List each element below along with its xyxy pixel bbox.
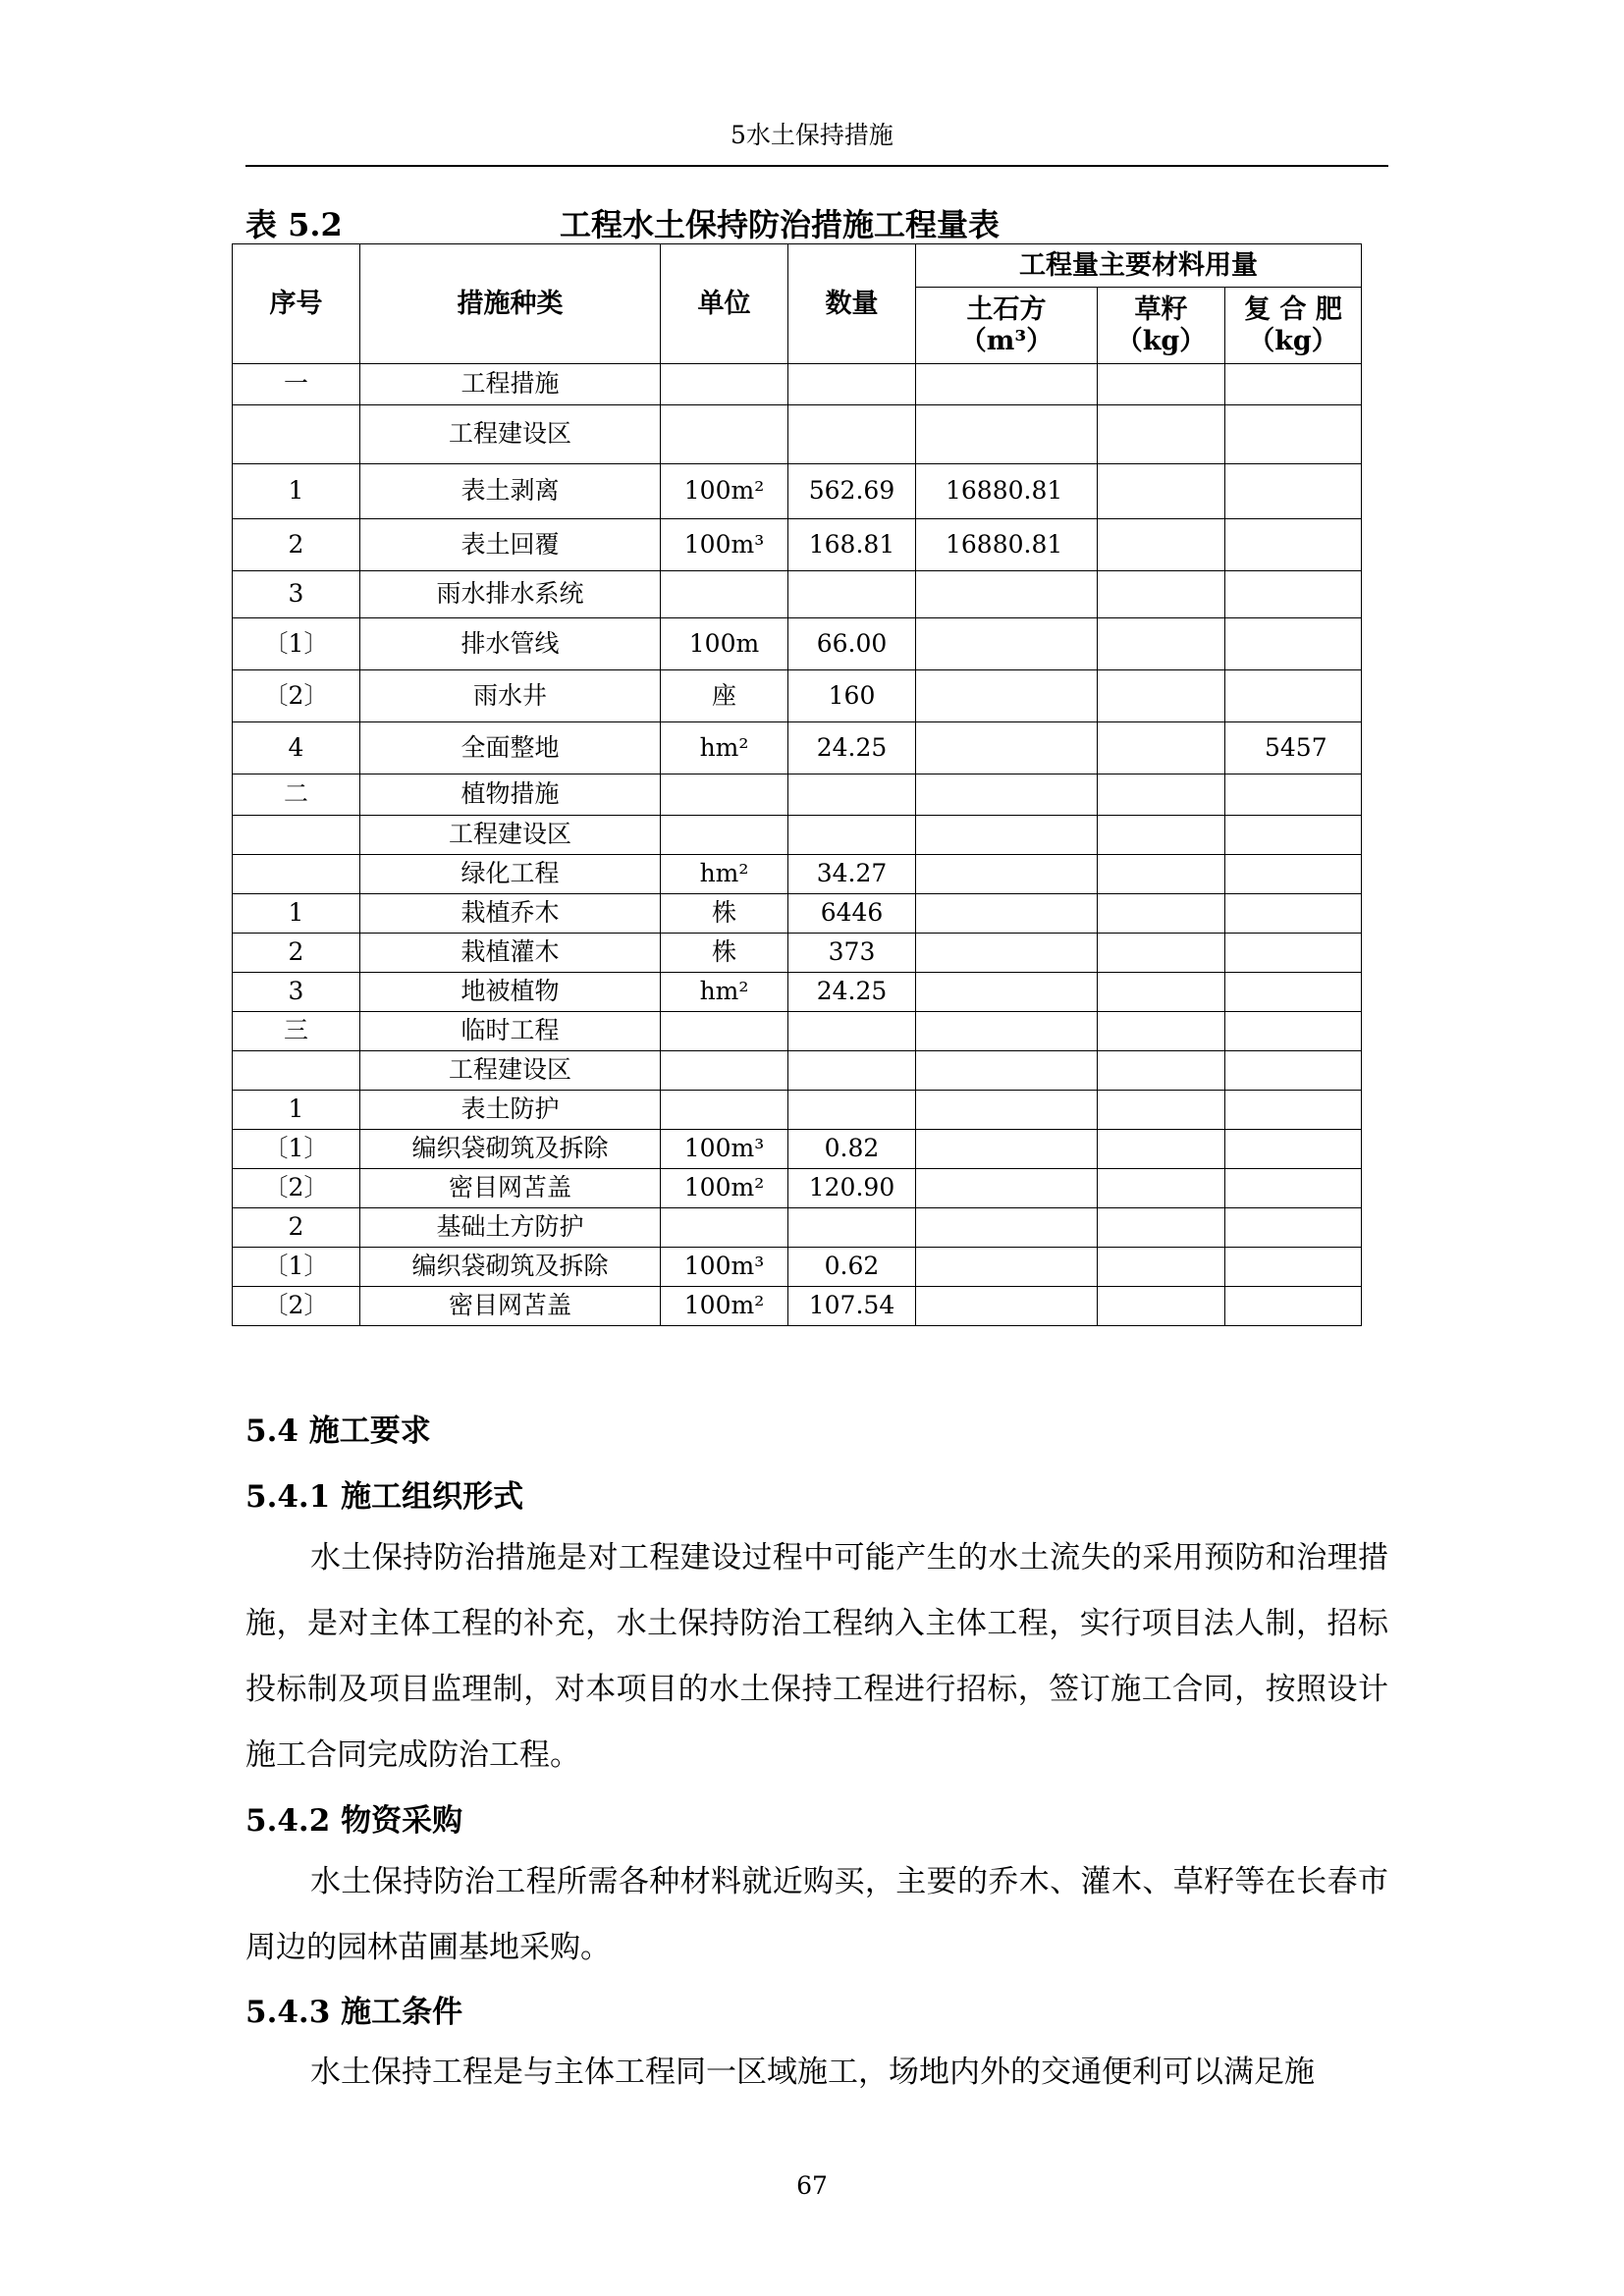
cell-qty: 0.62 bbox=[788, 1248, 916, 1287]
cell-fert bbox=[1225, 1248, 1362, 1287]
table-row bbox=[233, 571, 1362, 618]
cell-qty: 168.81 bbox=[788, 519, 916, 571]
cell-seed bbox=[1098, 934, 1225, 973]
cell-seq bbox=[233, 405, 360, 464]
cell-seed bbox=[1098, 855, 1225, 894]
cell-fert bbox=[1225, 618, 1362, 670]
table-title: 工程水土保持防治措施工程量表 bbox=[560, 206, 1001, 243]
cell-type: 编织袋砌筑及拆除 bbox=[360, 1130, 661, 1169]
cell-seed bbox=[1098, 1012, 1225, 1051]
cell-earth bbox=[916, 670, 1098, 722]
cell-earth bbox=[916, 722, 1098, 774]
cell-unit bbox=[661, 1051, 788, 1091]
cell-seq: 二 bbox=[233, 774, 360, 816]
cell-seq: 4 bbox=[233, 722, 360, 774]
table-row bbox=[233, 1287, 1362, 1326]
cell-seed bbox=[1098, 1091, 1225, 1130]
table-row bbox=[233, 1091, 1362, 1130]
cell-earth bbox=[916, 774, 1098, 816]
table-row bbox=[233, 364, 1362, 405]
cell-type: 工程建设区 bbox=[360, 1051, 661, 1091]
table-body bbox=[233, 364, 1362, 1326]
table-caption bbox=[245, 200, 1388, 245]
cell-fert bbox=[1225, 464, 1362, 519]
cell-seed bbox=[1098, 1208, 1225, 1248]
cell-type: 雨水排水系统 bbox=[360, 571, 661, 618]
cell-type: 基础土方防护 bbox=[360, 1208, 661, 1248]
cell-earth bbox=[916, 1130, 1098, 1169]
cell-seq: 1 bbox=[233, 894, 360, 934]
cell-type: 栽植乔木 bbox=[360, 894, 661, 934]
cell-seq: 2 bbox=[233, 934, 360, 973]
cell-qty bbox=[788, 364, 916, 405]
cell-qty: 107.54 bbox=[788, 1287, 916, 1326]
cell-fert bbox=[1225, 571, 1362, 618]
cell-qty bbox=[788, 774, 916, 816]
cell-earth bbox=[916, 1091, 1098, 1130]
cell-type: 全面整地 bbox=[360, 722, 661, 774]
cell-type: 绿化工程 bbox=[360, 855, 661, 894]
cell-unit bbox=[661, 364, 788, 405]
cell-type: 密目网苫盖 bbox=[360, 1287, 661, 1326]
cell-fert bbox=[1225, 670, 1362, 722]
table-row bbox=[233, 855, 1362, 894]
cell-qty: 160 bbox=[788, 670, 916, 722]
cell-fert bbox=[1225, 1051, 1362, 1091]
section-heading-5-4: 5.4 施工要求 bbox=[245, 1414, 431, 1449]
cell-earth bbox=[916, 973, 1098, 1012]
cell-seed bbox=[1098, 1051, 1225, 1091]
cell-fert bbox=[1225, 934, 1362, 973]
cell-unit: 座 bbox=[661, 670, 788, 722]
cell-seed bbox=[1098, 1169, 1225, 1208]
cell-fert: 5457 bbox=[1225, 722, 1362, 774]
cell-unit bbox=[661, 405, 788, 464]
fert-label: 复 合 肥 bbox=[1244, 294, 1342, 326]
cell-qty bbox=[788, 1012, 916, 1051]
col-header-unit: 单位 bbox=[661, 244, 788, 364]
table-number: 表 5.2 bbox=[245, 206, 343, 243]
cell-earth: 16880.81 bbox=[916, 519, 1098, 571]
table-row bbox=[233, 722, 1362, 774]
cell-type: 工程建设区 bbox=[360, 816, 661, 855]
cell-seed bbox=[1098, 1248, 1225, 1287]
cell-type: 栽植灌木 bbox=[360, 934, 661, 973]
seed-label: 草籽 bbox=[1134, 294, 1188, 326]
cell-earth bbox=[916, 1208, 1098, 1248]
cell-seq: 3 bbox=[233, 571, 360, 618]
cell-type: 表土防护 bbox=[360, 1091, 661, 1130]
cell-unit bbox=[661, 571, 788, 618]
cell-qty bbox=[788, 405, 916, 464]
cell-type: 地被植物 bbox=[360, 973, 661, 1012]
cell-qty: 0.82 bbox=[788, 1130, 916, 1169]
cell-fert bbox=[1225, 1208, 1362, 1248]
running-header: 5水土保持措施 bbox=[731, 121, 893, 149]
cell-qty: 373 bbox=[788, 934, 916, 973]
cell-seq: 2 bbox=[233, 1208, 360, 1248]
cell-fert bbox=[1225, 816, 1362, 855]
cell-earth bbox=[916, 894, 1098, 934]
table-row bbox=[233, 1130, 1362, 1169]
cell-qty: 66.00 bbox=[788, 618, 916, 670]
cell-type: 雨水井 bbox=[360, 670, 661, 722]
cell-qty bbox=[788, 1208, 916, 1248]
col-header-fert bbox=[1225, 288, 1362, 364]
cell-qty bbox=[788, 571, 916, 618]
col-header-earth bbox=[916, 288, 1098, 364]
cell-unit: 100m bbox=[661, 618, 788, 670]
cell-earth bbox=[916, 405, 1098, 464]
table-row bbox=[233, 1208, 1362, 1248]
paragraph-5-4-2: 水土保持防治工程所需各种材料就近购买，主要的乔木、灌木、草籽等在长春市周边的园林苗圃基地采购。 bbox=[245, 1864, 1388, 1965]
cell-seed bbox=[1098, 1130, 1225, 1169]
cell-fert bbox=[1225, 973, 1362, 1012]
table-row bbox=[233, 464, 1362, 519]
cell-qty: 120.90 bbox=[788, 1169, 916, 1208]
table-row bbox=[233, 618, 1362, 670]
cell-seq: 〔1〕 bbox=[233, 1130, 360, 1169]
paragraph-5-4-1: 水土保持防治措施是对工程建设过程中可能产生的水土流失的采用预防和治理措施，是对主体工程的补充，水土保持防治工程纳入主体工程，实行项目法人制，招标投标制及项目监理制，对本项目的水土保持工程进行招标，签订施工合同，按照设计施工合同完成防治工程。 bbox=[245, 1540, 1388, 1773]
table-row bbox=[233, 1248, 1362, 1287]
cell-fert bbox=[1225, 1287, 1362, 1326]
cell-earth bbox=[916, 1012, 1098, 1051]
cell-qty: 6446 bbox=[788, 894, 916, 934]
table-row bbox=[233, 894, 1362, 934]
cell-unit bbox=[661, 816, 788, 855]
section-heading-5-4-1: 5.4.1 施工组织形式 bbox=[245, 1479, 524, 1515]
cell-seed bbox=[1098, 670, 1225, 722]
paragraph-5-4-3: 水土保持工程是与主体工程同一区域施工，场地内外的交通便利可以满足施 bbox=[310, 2055, 1315, 2090]
cell-earth bbox=[916, 855, 1098, 894]
cell-seq: 2 bbox=[233, 519, 360, 571]
cell-unit: 100m³ bbox=[661, 519, 788, 571]
cell-seq: 〔1〕 bbox=[233, 1248, 360, 1287]
cell-seed bbox=[1098, 894, 1225, 934]
cell-seq bbox=[233, 855, 360, 894]
col-header-seq: 序号 bbox=[233, 244, 360, 364]
cell-qty: 562.69 bbox=[788, 464, 916, 519]
cell-earth bbox=[916, 1248, 1098, 1287]
cell-earth: 16880.81 bbox=[916, 464, 1098, 519]
cell-unit: hm² bbox=[661, 973, 788, 1012]
cell-qty: 24.25 bbox=[788, 722, 916, 774]
table-row bbox=[233, 973, 1362, 1012]
cell-unit bbox=[661, 1208, 788, 1248]
cell-type: 密目网苫盖 bbox=[360, 1169, 661, 1208]
cell-seq: 三 bbox=[233, 1012, 360, 1051]
cell-earth bbox=[916, 1287, 1098, 1326]
cell-type: 排水管线 bbox=[360, 618, 661, 670]
cell-fert bbox=[1225, 405, 1362, 464]
cell-seed bbox=[1098, 571, 1225, 618]
cell-type: 工程措施 bbox=[360, 364, 661, 405]
cell-seed bbox=[1098, 519, 1225, 571]
cell-type: 表土回覆 bbox=[360, 519, 661, 571]
cell-seed bbox=[1098, 464, 1225, 519]
table-row bbox=[233, 1169, 1362, 1208]
cell-seed bbox=[1098, 722, 1225, 774]
cell-earth bbox=[916, 364, 1098, 405]
earth-label: 土石方 bbox=[966, 294, 1047, 326]
cell-unit: 株 bbox=[661, 934, 788, 973]
seed-unit: （kg） bbox=[1115, 325, 1207, 356]
cell-seq: 〔2〕 bbox=[233, 670, 360, 722]
cell-fert bbox=[1225, 774, 1362, 816]
col-header-type: 措施种类 bbox=[360, 244, 661, 364]
cell-seed bbox=[1098, 364, 1225, 405]
cell-earth bbox=[916, 618, 1098, 670]
cell-seed bbox=[1098, 816, 1225, 855]
col-header-qty: 数量 bbox=[788, 244, 916, 364]
cell-seed bbox=[1098, 774, 1225, 816]
header-rule bbox=[245, 165, 1388, 167]
cell-seq: 〔2〕 bbox=[233, 1169, 360, 1208]
cell-fert bbox=[1225, 519, 1362, 571]
cell-type: 植物措施 bbox=[360, 774, 661, 816]
cell-seq: 〔2〕 bbox=[233, 1287, 360, 1326]
cell-fert bbox=[1225, 855, 1362, 894]
fert-unit: （kg） bbox=[1248, 325, 1338, 356]
cell-type: 临时工程 bbox=[360, 1012, 661, 1051]
col-header-seed bbox=[1098, 288, 1225, 364]
cell-fert bbox=[1225, 1130, 1362, 1169]
cell-seq: 一 bbox=[233, 364, 360, 405]
cell-seq bbox=[233, 816, 360, 855]
table-row bbox=[233, 1012, 1362, 1051]
cell-unit: 株 bbox=[661, 894, 788, 934]
cell-fert bbox=[1225, 364, 1362, 405]
cell-qty bbox=[788, 1091, 916, 1130]
cell-fert bbox=[1225, 1091, 1362, 1130]
quantity-table bbox=[232, 243, 1362, 1326]
cell-earth bbox=[916, 816, 1098, 855]
cell-seed bbox=[1098, 1287, 1225, 1326]
cell-unit: hm² bbox=[661, 855, 788, 894]
cell-earth bbox=[916, 934, 1098, 973]
cell-type: 表土剥离 bbox=[360, 464, 661, 519]
section-heading-5-4-3: 5.4.3 施工条件 bbox=[245, 1995, 463, 2030]
table-row bbox=[233, 774, 1362, 816]
cell-unit bbox=[661, 774, 788, 816]
section-heading-5-4-2: 5.4.2 物资采购 bbox=[245, 1803, 463, 1839]
table-row bbox=[233, 816, 1362, 855]
table-row bbox=[233, 934, 1362, 973]
cell-qty: 34.27 bbox=[788, 855, 916, 894]
cell-fert bbox=[1225, 1169, 1362, 1208]
cell-unit: 100m³ bbox=[661, 1248, 788, 1287]
cell-earth bbox=[916, 571, 1098, 618]
table-row bbox=[233, 670, 1362, 722]
cell-type: 编织袋砌筑及拆除 bbox=[360, 1248, 661, 1287]
cell-qty bbox=[788, 816, 916, 855]
cell-seq: 3 bbox=[233, 973, 360, 1012]
cell-seq: 1 bbox=[233, 464, 360, 519]
cell-seed bbox=[1098, 618, 1225, 670]
cell-fert bbox=[1225, 894, 1362, 934]
cell-unit: hm² bbox=[661, 722, 788, 774]
cell-fert bbox=[1225, 1012, 1362, 1051]
table-row bbox=[233, 1051, 1362, 1091]
earth-unit: （m³） bbox=[959, 325, 1054, 356]
table-row bbox=[233, 405, 1362, 464]
cell-unit bbox=[661, 1091, 788, 1130]
page-number: 67 bbox=[796, 2171, 828, 2200]
cell-earth bbox=[916, 1169, 1098, 1208]
cell-seq: 1 bbox=[233, 1091, 360, 1130]
cell-earth bbox=[916, 1051, 1098, 1091]
col-header-materials: 工程量主要材料用量 bbox=[916, 244, 1362, 288]
table-row bbox=[233, 519, 1362, 571]
cell-unit: 100m² bbox=[661, 1169, 788, 1208]
cell-seq bbox=[233, 1051, 360, 1091]
cell-unit: 100m² bbox=[661, 1287, 788, 1326]
cell-unit: 100m³ bbox=[661, 1130, 788, 1169]
cell-unit: 100m² bbox=[661, 464, 788, 519]
cell-qty bbox=[788, 1051, 916, 1091]
cell-seq: 〔1〕 bbox=[233, 618, 360, 670]
cell-seed bbox=[1098, 405, 1225, 464]
cell-unit bbox=[661, 1012, 788, 1051]
cell-seed bbox=[1098, 973, 1225, 1012]
cell-type: 工程建设区 bbox=[360, 405, 661, 464]
cell-qty: 24.25 bbox=[788, 973, 916, 1012]
